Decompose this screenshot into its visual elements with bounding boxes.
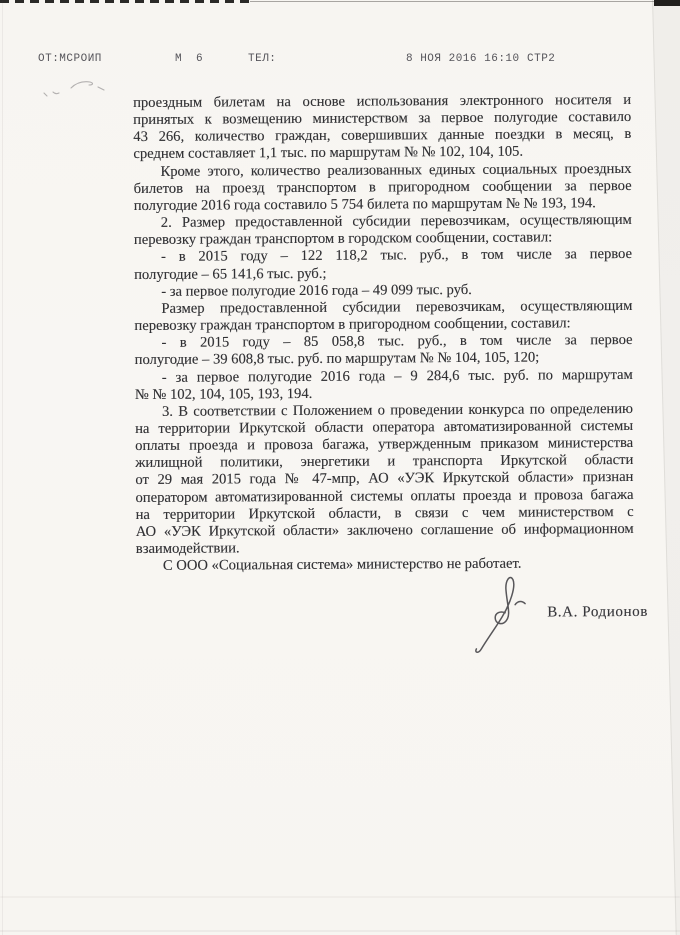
document-line: Размер предоставленной субсидии перевозчикам, осуществляющим bbox=[161, 297, 633, 317]
document-line: - в 2015 году – 85 058,8 тыс. руб., в том числе за первое bbox=[161, 332, 633, 352]
signature-name: В.А. Родионов bbox=[547, 603, 648, 621]
document-line: жилищной политики, энергетики и транспорта Иркутской области bbox=[135, 452, 634, 472]
document-line: среднем составляет 1,1 тыс. по маршрутам № № 102, 104, 105. bbox=[133, 144, 524, 163]
document-line: взаимодействии. bbox=[135, 540, 240, 558]
scan-artifact-top-thin-line bbox=[250, 1, 655, 2]
document-line: проездным билетам на основе использования электронного носителя и bbox=[133, 91, 632, 111]
fax-tel-label: ТЕЛ: bbox=[248, 53, 277, 65]
document-line: АО «УЭК Иркутской области» заключено соглашение об информационном bbox=[135, 520, 634, 540]
scan-artifact-paper-left-edge bbox=[2, 0, 3, 935]
document-line: 43 266, количество граждан, совершивших данные поездки в месяц, в bbox=[133, 126, 632, 146]
scan-artifact-top-dashed-line bbox=[0, 0, 250, 3]
fax-datetime: 8 НОЯ 2016 16:10 bbox=[406, 53, 520, 65]
document-line: перевозку граждан транспортом в городском сообщении, составил: bbox=[133, 229, 553, 249]
scan-artifact-paper-right-edge bbox=[652, 0, 677, 935]
scan-artifact-top-right-bar bbox=[654, 0, 680, 6]
document-line: С ООО «Социальная система» министерство не работает. bbox=[162, 555, 522, 575]
document-line: № № 102, 104, 105, 193, 194. bbox=[134, 385, 313, 403]
document-line: на территории Иркутской области, в связи с чем министерством с bbox=[135, 503, 634, 523]
fax-page-number: СТР2 bbox=[527, 53, 556, 65]
document-line: 2. Размер предоставленной субсидии перевозчикам, осуществляющим bbox=[160, 212, 632, 231]
document-line: 3. В соответствии с Положением о проведении конкурса по определению bbox=[161, 400, 633, 420]
document-line: от 29 мая 2015 года № 47-мпр, АО «УЭК Иркутской области» признан bbox=[135, 469, 634, 489]
document-line: - за первое полугодие 2016 года – 9 284,6 тыс. руб. по маршрутам bbox=[161, 366, 633, 386]
document-line: оператором автоматизированной системы оплаты проезда и провоза багажа bbox=[135, 486, 634, 506]
fax-field-m-value: 6 bbox=[196, 53, 204, 65]
document-line: оплаты проезда и провоза багажа, утвержденным приказом министерства bbox=[135, 435, 634, 455]
letter-content bbox=[133, 91, 648, 715]
document-line: - за первое полугодие 2016 года – 49 099 тыс. руб. bbox=[161, 281, 472, 300]
document-line: - в 2015 году – 122 118,2 тыс. руб., в том числе за первое bbox=[160, 246, 633, 266]
document-line: полугодие – 65 141,6 тыс. руб.; bbox=[134, 265, 327, 283]
document-body bbox=[133, 92, 634, 575]
fax-sender: ОТ:МСРОИП bbox=[38, 53, 102, 65]
pencil-mark bbox=[40, 76, 118, 102]
document-line: полугодие – 39 608,8 тыс. руб. по маршрутам № № 104, 105, 120; bbox=[134, 349, 540, 369]
document-line: Кроме этого, количество реализованных единых социальных проездных bbox=[160, 160, 632, 180]
fax-field-m-label: М bbox=[175, 53, 183, 65]
scan-artifact-bottom-streak bbox=[0, 896, 680, 898]
document-line: принятых к возмещению министерством за первое полугодие составило bbox=[133, 109, 632, 129]
scan-artifact-paper-right-edge-shade bbox=[653, 0, 680, 935]
document-line: на территории Иркутской области оператора автоматизированной системы bbox=[134, 417, 634, 437]
fax-header bbox=[0, 53, 680, 67]
document-line: билетов на проезд транспортом в пригородном сообщении за первое bbox=[133, 177, 632, 197]
signature-handwriting-icon bbox=[469, 575, 531, 657]
document-line: полугодие 2016 года составило 5 754 билета по маршрутам № № 193, 194. bbox=[133, 195, 596, 214]
document-line: перевозку граждан транспортом в пригородном сообщении, составил: bbox=[134, 315, 571, 335]
scan-artifact-bottom-edge bbox=[0, 930, 680, 932]
